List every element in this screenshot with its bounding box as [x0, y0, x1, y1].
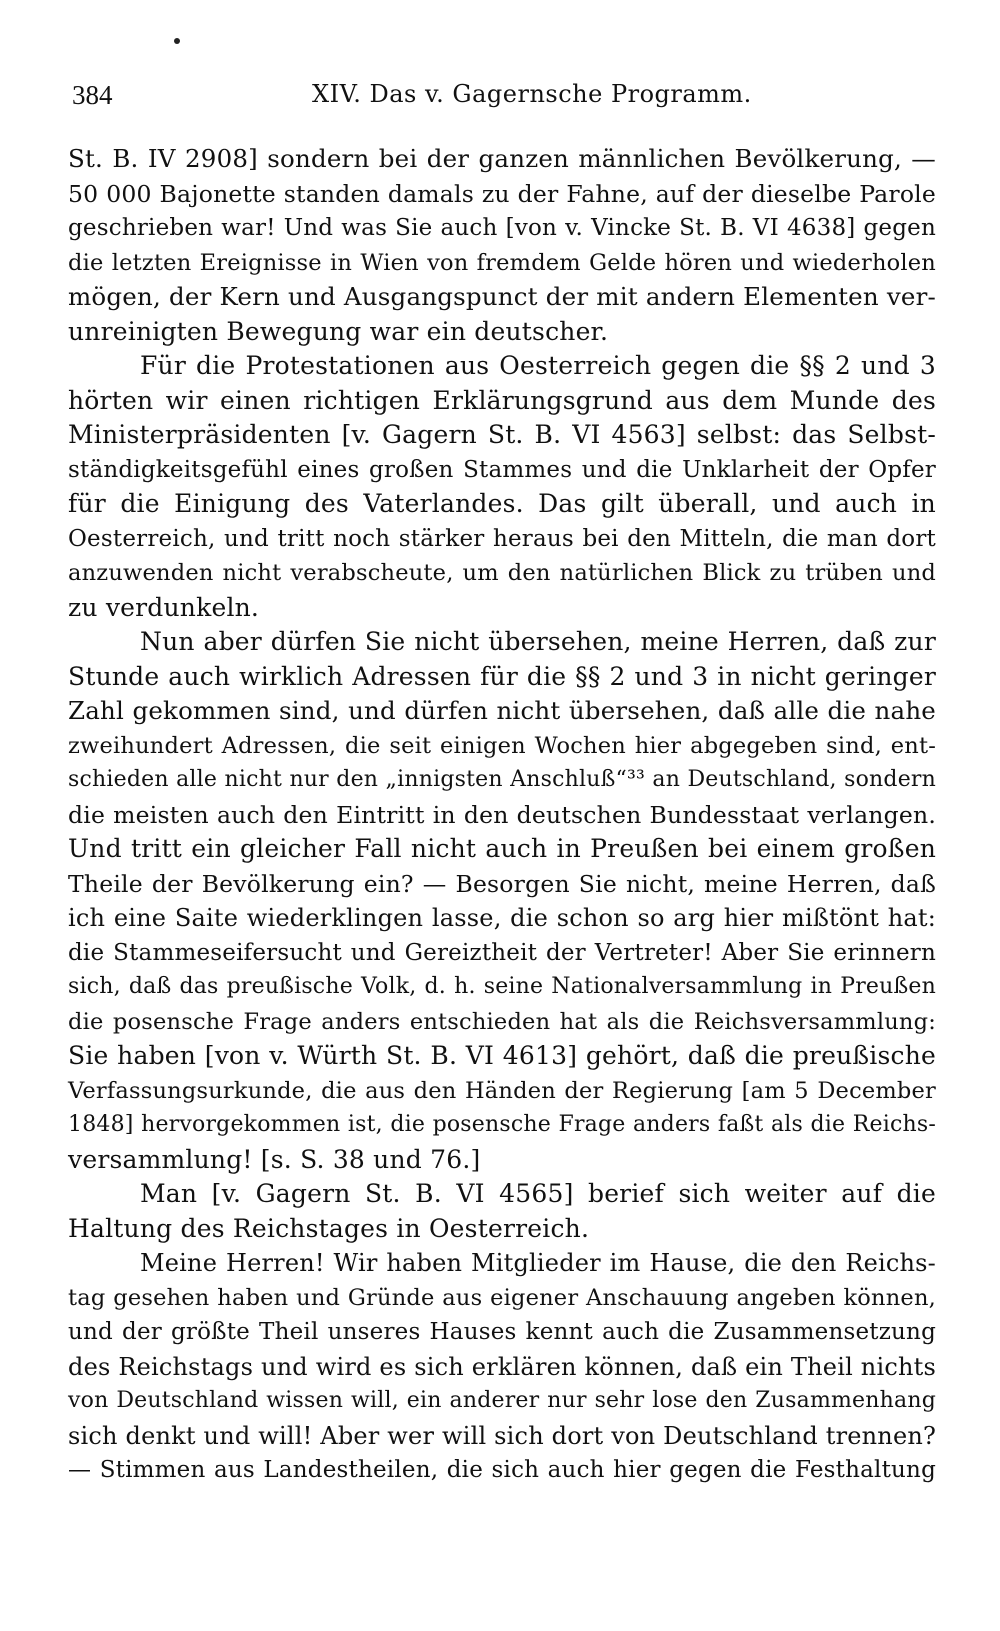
text-line: schieden alle nicht nur den „innigsten Anschluß“³³ an Deutschland, sondern: [68, 767, 936, 792]
text-line: mögen, der Kern und Ausgangspunct der mit andern Elementen ver-: [68, 282, 936, 311]
text-line: die meisten auch den Eintritt in den deutschen Bundesstaat verlangen.: [68, 800, 936, 829]
text-line: Stunde auch wirklich Adressen für die §§ 2 und 3 in nicht geringer: [68, 661, 936, 691]
text-line: sich denkt und will! Aber wer will sich dort von Deutschland trennen?: [68, 1421, 937, 1450]
text-line: Haltung des Reichstages in Oesterreich.: [68, 1213, 590, 1243]
text-line: anzuwenden nicht verabscheute, um den natürlichen Blick zu trüben und: [68, 560, 936, 586]
text-line: ständigkeitsgefühl eines großen Stammes und die Unklarheit der Opfer: [68, 456, 936, 483]
text-line: tag gesehen haben und Gründe aus eigener Anschauung angeben können,: [68, 1284, 936, 1311]
text-line: unreinigten Bewegung war ein deutscher.: [68, 316, 609, 346]
running-head: XIV. Das v. Gagernsche Programm.: [312, 80, 752, 108]
text-line: zu verdunkeln.: [68, 592, 260, 622]
text-line: versammlung! [s. S. 38 und 76.]: [68, 1144, 481, 1174]
text-line: und der größte Theil unseres Hauses kennt auch die Zusammensetzung: [68, 1319, 936, 1345]
text-line: Meine Herren! Wir haben Mitglieder im Hause, die den Reichs-: [140, 1249, 936, 1277]
ink-spot: [174, 38, 180, 44]
text-line: 50 000 Bajonette standen damals zu der Fahne, auf der dieselbe Parole: [68, 179, 936, 208]
text-line: Man [v. Gagern St. B. VI 4565] berief sich weiter auf die: [140, 1179, 936, 1208]
text-line: ich eine Saite wiederklingen lasse, die schon so arg hier mißtönt hat:: [68, 904, 936, 932]
book-page: [68, 0, 936, 1631]
text-line: St. B. IV 2908] sondern bei der ganzen männlichen Bevölkerung, —: [68, 144, 936, 173]
text-line: Sie haben [von v. Würth St. B. VI 4613] gehört, daß die preußische: [68, 1041, 936, 1070]
text-line: Für die Protestationen aus Oesterreich gegen die §§ 2 und 3: [140, 351, 936, 380]
text-line: die Stammeseifersucht und Gereiztheit der Vertreter! Aber Sie erinnern: [68, 939, 936, 966]
text-line: Oesterreich, und tritt noch stärker heraus bei den Mitteln, die man dort: [68, 525, 936, 552]
text-line: Und tritt ein gleicher Fall nicht auch in Preußen bei einem großen: [68, 834, 936, 863]
text-line: des Reichstags und wird es sich erklären können, daß ein Theil nichts: [68, 1352, 936, 1381]
text-line: Theile der Bevölkerung ein? — Besorgen Sie nicht, meine Herren, daß: [68, 869, 936, 898]
text-line: 1848] hervorgekommen ist, die posensche Frage anders faßt als die Reichs-: [68, 1112, 936, 1137]
page-number: 384: [72, 80, 113, 110]
page-header: [68, 80, 936, 120]
text-line: sich, daß das preußische Volk, d. h. seine Nationalversammlung in Preußen: [68, 974, 936, 999]
text-line: — Stimmen aus Landestheilen, die sich auch hier gegen die Festhaltung: [68, 1457, 936, 1483]
text-line: Zahl gekommen sind, und dürfen nicht übersehen, daß alle die nahe: [68, 696, 936, 725]
text-line: hörten wir einen richtigen Erklärungsgrund aus dem Munde des: [68, 385, 936, 415]
text-line: Ministerpräsidenten [v. Gagern St. B. VI 4563] selbst: das Selbst-: [68, 420, 936, 449]
text-line: geschrieben war! Und was Sie auch [von v. Vincke St. B. VI 4638] gegen: [68, 215, 936, 241]
text-line: von Deutschland wissen will, ein anderer nur sehr lose den Zusammenhang: [68, 1388, 936, 1413]
text-line: für die Einigung des Vaterlandes. Das gilt überall, und auch in: [68, 489, 936, 518]
text-line: die letzten Ereignisse in Wien von fremdem Gelde hören und wiederholen: [68, 249, 936, 276]
text-line: die posensche Frage anders entschieden hat als die Reichsversammlung:: [68, 1008, 936, 1035]
text-line: Verfassungsurkunde, die aus den Händen der Regierung [am 5 December: [68, 1077, 936, 1104]
text-line: Nun aber dürfen Sie nicht übersehen, meine Herren, daß zur: [140, 627, 936, 656]
text-line: zweihundert Adressen, die seit einigen Wochen hier abgegeben sind, ent-: [68, 732, 936, 759]
body-text: [68, 142, 936, 1488]
